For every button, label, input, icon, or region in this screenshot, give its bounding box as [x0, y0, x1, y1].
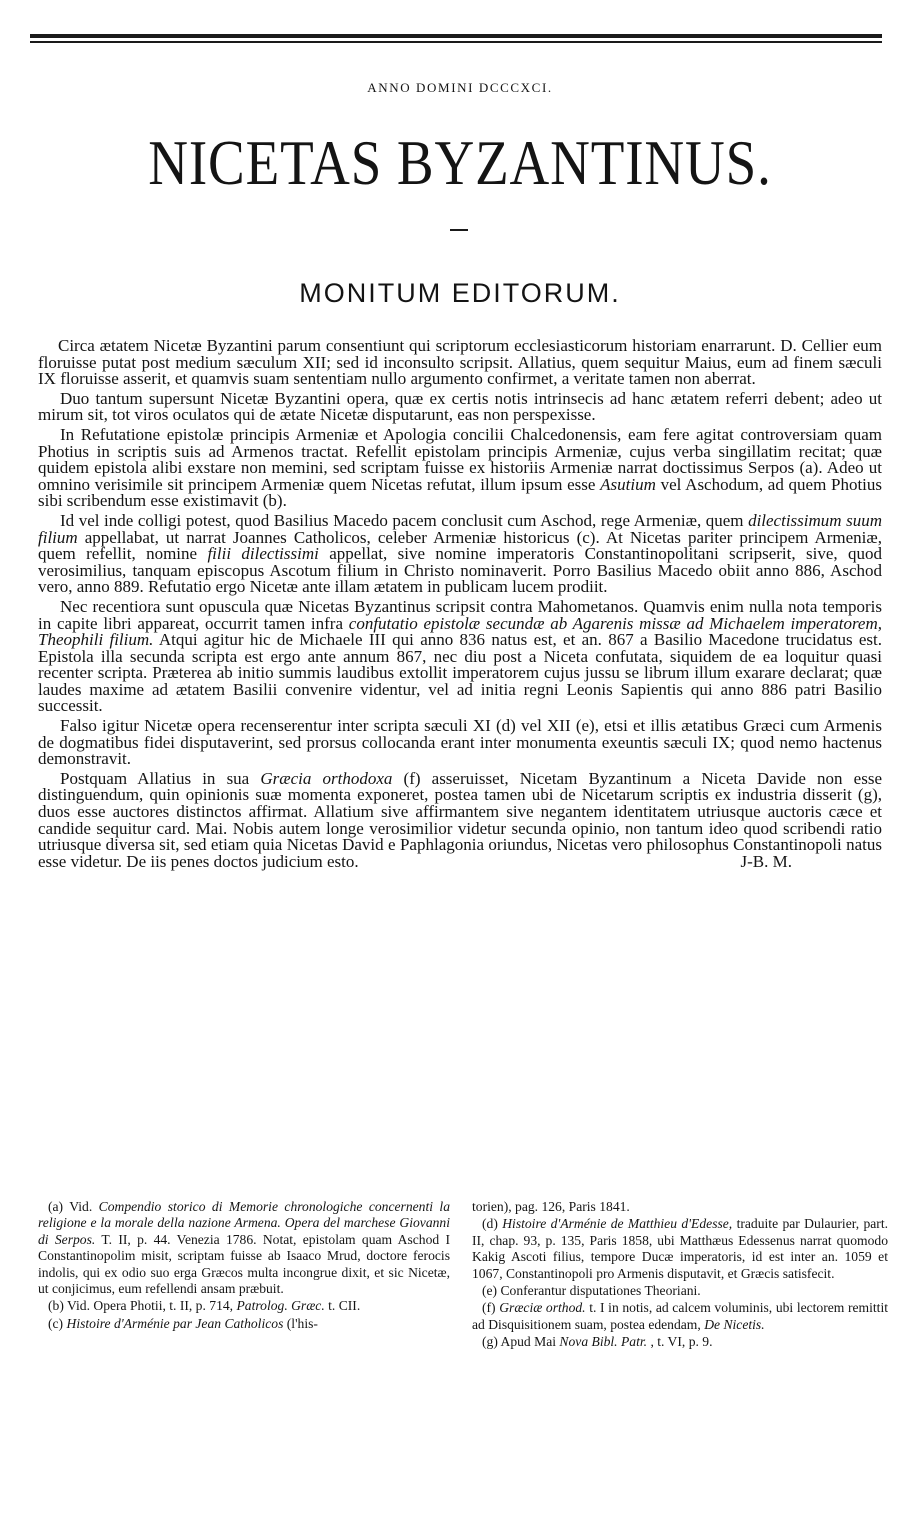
footnotes-right-column [472, 1199, 888, 1352]
footnotes-left-column [38, 1199, 450, 1333]
footnote: (c) Histoire d'Arménie par Jean Catholicos (l'his- [48, 1315, 318, 1331]
title-separator [450, 229, 468, 231]
year-line: ANNO DOMINI DCCCXCI. [367, 80, 553, 95]
footnote: (e) Conferantur disputationes Theoriani. [482, 1283, 701, 1299]
top-rule-thin [30, 41, 882, 43]
paragraph: Postquam Allatius in sua Græcia orthodoxa (f) asseruisset, Nicetam Byzantinum a Niceta Davide non esse distinguendum, quin opinionis suæ momenta exponeret, postea tamen ubi de Nicetarum scriptis ex industria disserit (g), duos esse auctores distinctos affirmat. Allatium sive affirmantem sive negantem identitatem utriusque auctoris cæce et candide sequitur card. Mai. Nobis autem longe verosimilior videtur secunda opinio, non tantum ideo quod scribendi ratio utriusque diversa sit, sed etiam quia Nicetas David e Paphlagonia oriundus, Nicetas vero philosophus Constantinopoli natus esse videtur. De iis penes doctos judicium esto. J-B. M. [38, 768, 883, 871]
page-title: NICETAS BYZANTINUS. [148, 127, 772, 198]
paragraph: Nec recentiora sunt opuscula quæ Nicetas Byzantinus scripsit contra Mahometanos. Quamvis enim nulla nota temporis in capite libri appareat, occurrit tamen infra confutatio epistolæ secundæ ab Agarenis missæ ad Michaelem imperatorem, Theophili filium. Atqui agitur hic de Michaele III qui anno 836 natus est, et an. 867 a Basilio Macedone trucidatus est. Epistola illa secunda scripta est ergo ante annum 867, nec diu post a Niceta confutata, siquidem de ea loquitur quasi recenter scripta. Præterea ab initio summis laudibus extollit imperatorem cujus jussu se librum illum exarare declarat; quæ laudes maxime ad ætatem Basilii convenire videntur, vel ad initia regni Leonis Sapientis qui anno 886 patri Basilio successit. [38, 596, 883, 716]
paragraph: Falso igitur Nicetæ opera recenserentur inter scripta sæculi XI (d) vel XII (e), etsi et illis ætatibus Græci cum Armenis de dogmatibus fidei disputaverint, sed prorsus collocanda erant inter monumenta exeuntis sæculi IX; quod nemo hactenus demonstravit. [38, 716, 882, 769]
top-rule-thick [30, 34, 882, 38]
signature: J-B. M. [740, 851, 792, 871]
footnote-continuation: torien), pag. 126, Paris 1841. [472, 1199, 630, 1214]
footnote: (d) Histoire d'Arménie de Matthieu d'Edesse, traduite par Dulaurier, part. II, chap. 93, p. 135, Paris 1858, ubi Matthæus Edessenus narrat quomodo Kakig Ascoti filius, tempore Ducæ imperatoris, id est inter an. 1059 et 1067, Constantinopoli pro Armenis disputavit, et Græcis satisfecit. [472, 1216, 888, 1281]
paragraph: In Refutatione epistolæ principis Armeniæ et Apologia concilii Chalcedonensis, eam fere agitat controversiam quam Photius in scriptis suis ad Armenos tractat. Refellit epistolam principis Armeniæ, cujus verba singillatim recitat; quæ quidem epistola alibi exstare non memini, sed scriptam fuisse ex historiis Armeniæ narrat doctissimus Serpos (a). Adeo ut omnino verisimile sit principem Armeniæ quem Nicetas refutat, illum ipsum esse Asutium vel Aschodum, ad quem Photius sibi scribendum esse existimavit (b). [38, 424, 883, 511]
footnote: (b) Vid. Opera Photii, t. II, p. 714, Patrolog. Græc. t. CII. [48, 1298, 361, 1314]
paragraph: Id vel inde colligi potest, quod Basilius Macedo pacem conclusit cum Aschod, rege Armeniæ, quem dilectissimum suum filium appellabat, ut narrat Joannes Catholicos, celeber Armeniæ historicus (c). At Nicetas pariter principem Armeniæ, quem refellit, nomine filii dilectissimi appellat, sive nomine imperatoris Constantinopolitani scripserit, sive, quod verosimilius, tanquam episcopus Ascotum filium in Christo nominaverit. Porro Basilius Macedo obiit anno 886, Aschod vero, anno 889. Refutatio ergo Nicetæ ante illam ætatem in publicam lucem prodiit. [38, 510, 882, 597]
body-text [38, 338, 882, 873]
paragraph: Duo tantum supersunt Nicetæ Byzantini opera, quæ ex certis notis intrinsecis ad hanc ætatem referri debent; adeo ut mirum sit, tot viros oculatos qui de ætate Nicetæ disputarunt, eas non perspexisse. [38, 388, 882, 425]
paragraph: Circa ætatem Nicetæ Byzantini parum consentiunt qui scriptorum ecclesiasticorum historiam enarrarunt. D. Cellier eum floruisse putat post medium sæculum XII; sed id inconsulto scripsit. Allatius, quem sequitur Maius, eum ad finem sæculi IX floruisse asserit, et quamvis suam sententiam nullo argumento confirmet, a veritate tamen non aberrat. [38, 336, 882, 389]
footnote: (g) Apud Mai Nova Bibl. Patr. , t. VI, p. 9. [482, 1334, 713, 1350]
footnote: (a) Vid. Compendio storico di Memorie chronologiche concernenti la religione e la morale della nazione Armena. Opera del marchese Giovanni di Serpos. T. II, p. 44. Venezia 1786. Notat, epistolam quam Aschod I Constantinopolim misit, scriptam fuisse ab Isaaco Mrud, doctore ferocis indolis, qui ex odio suo erga Græcos multa incongrue dixit, et sic Nicetæ, ut conjicimus, eum refellendi ansam præbuit. [38, 1199, 451, 1297]
footnote: (f) Græciæ orthod. t. I in notis, ad calcem voluminis, ubi lectorem remittit ad Disquisitionem suam, postea edendam, De Nicetis. [472, 1300, 889, 1332]
section-heading: MONITUM EDITORUM. [299, 278, 621, 308]
